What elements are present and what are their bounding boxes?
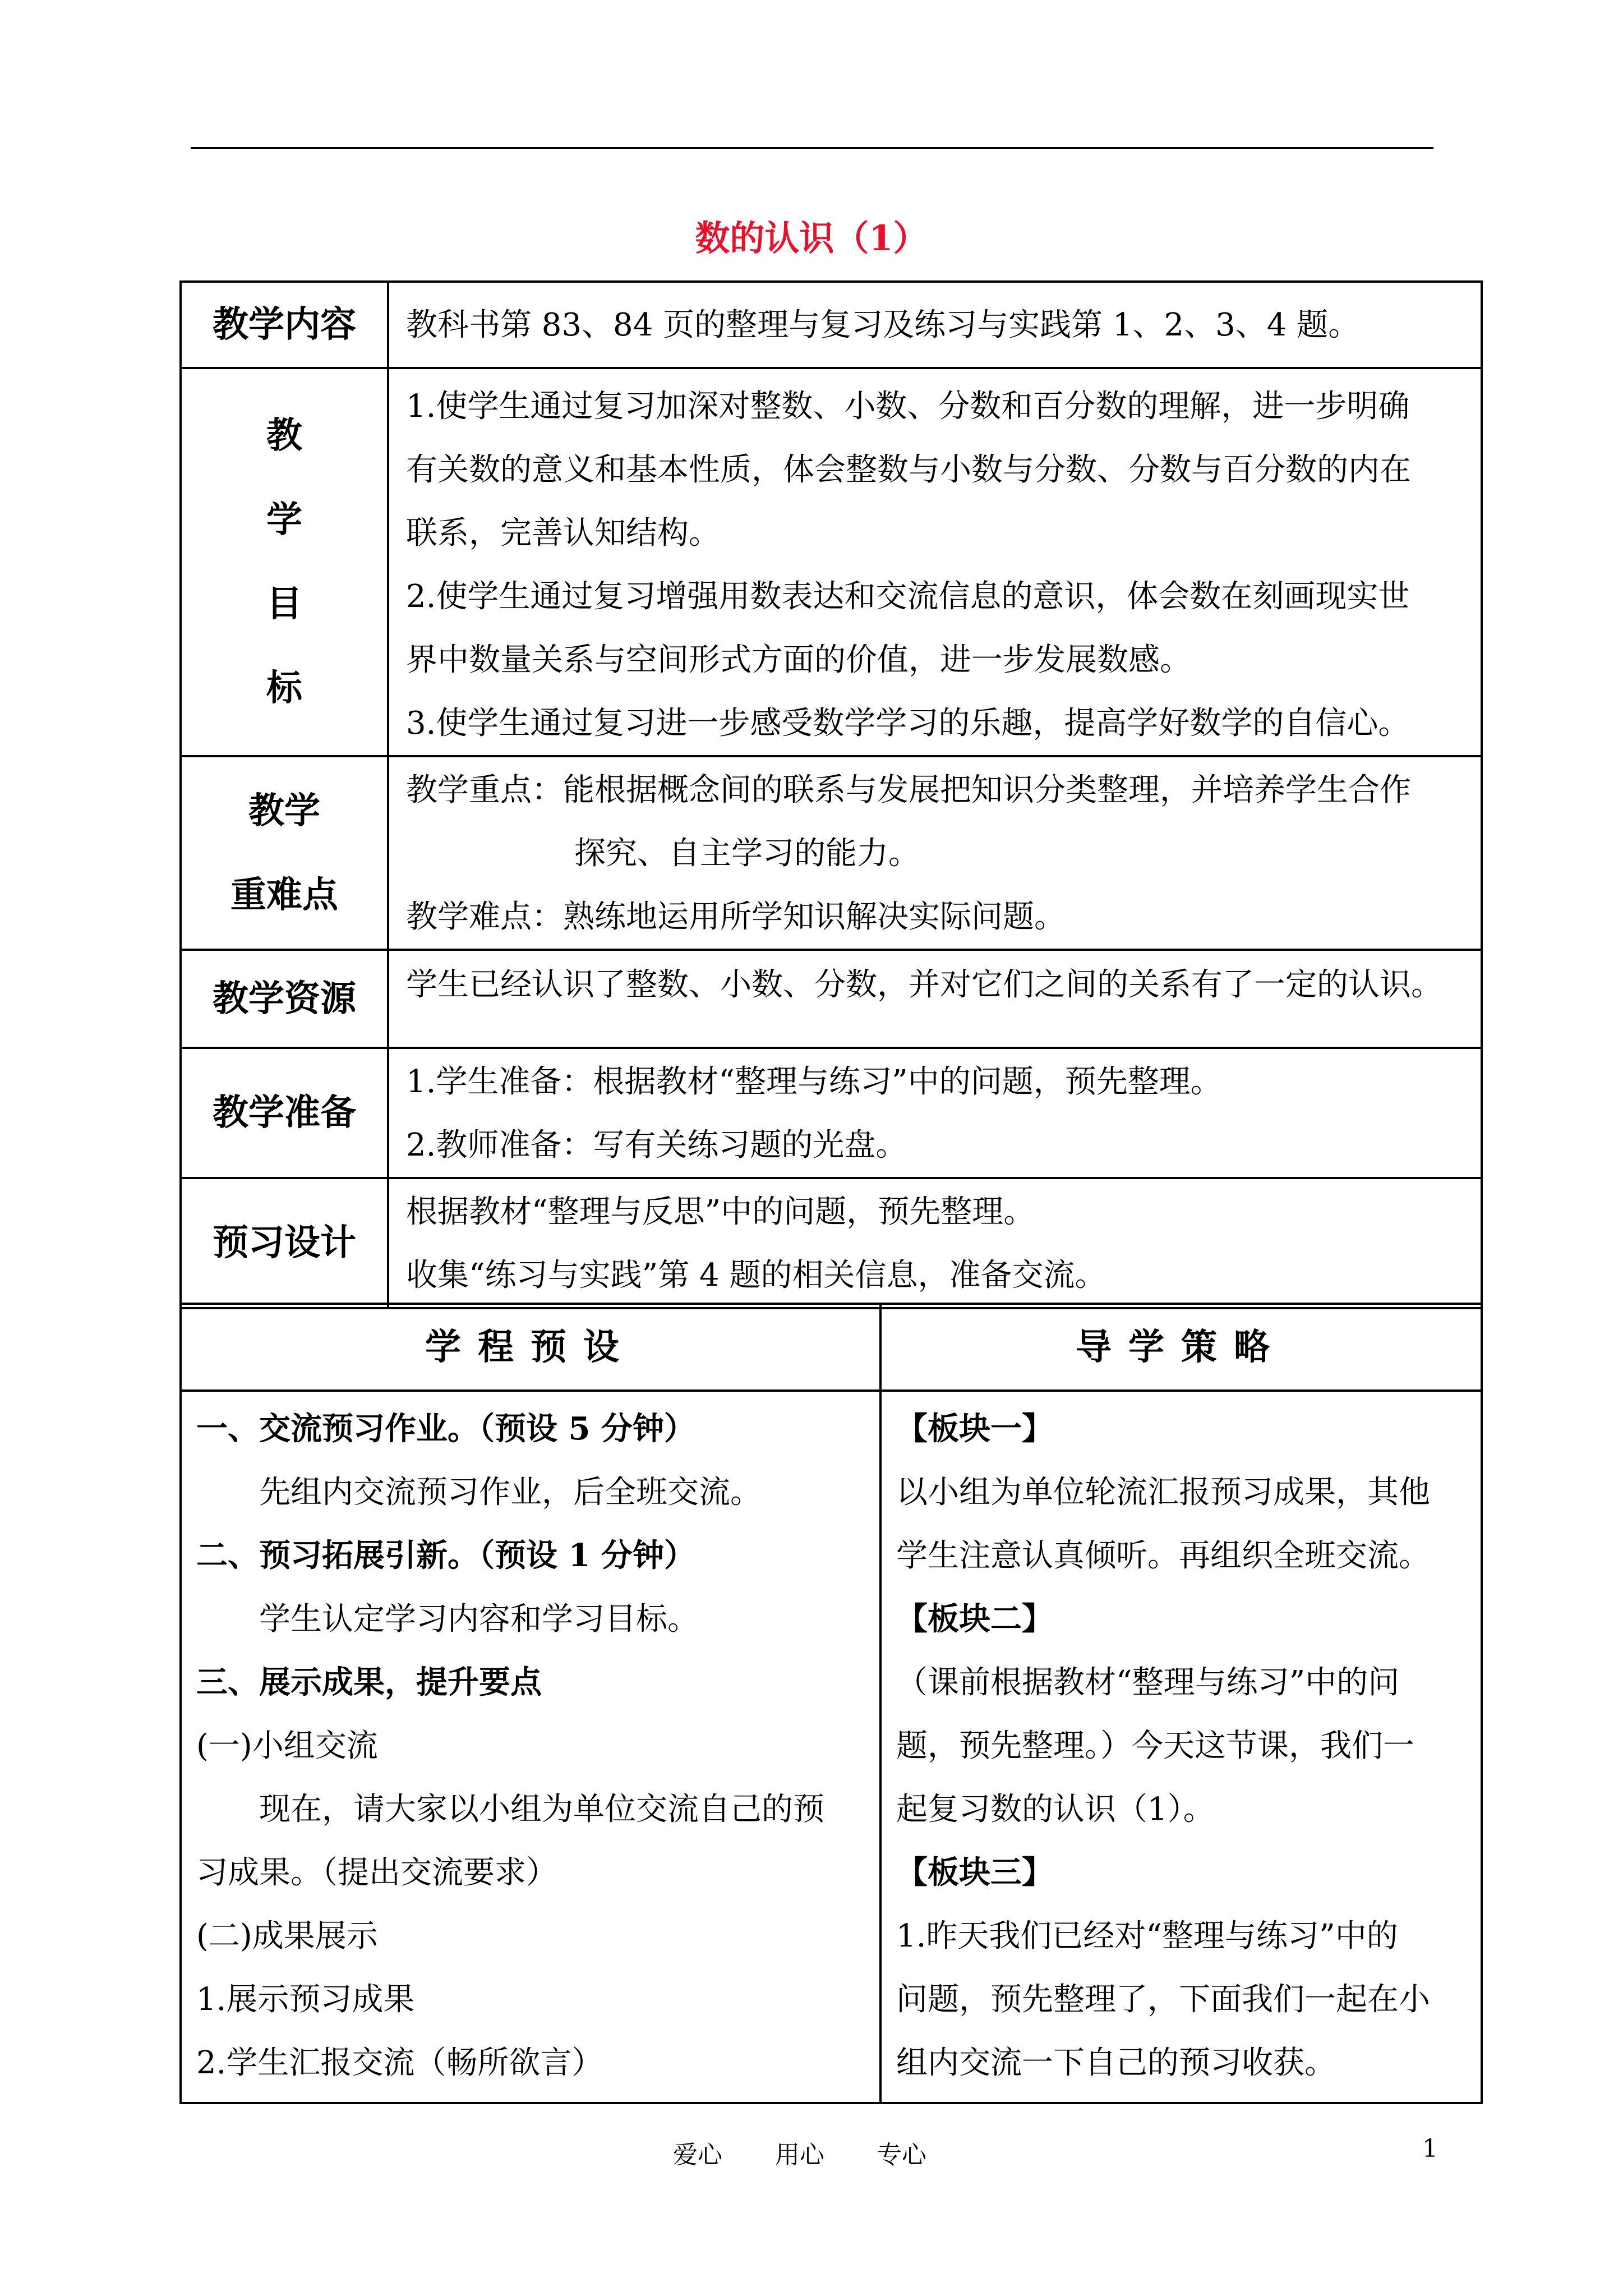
label-resources: 教学资源 (181, 950, 388, 1048)
strategy-line: 组内交流一下自己的预习收获。 (896, 2045, 1336, 2081)
process-line: 2.学生汇报交流（畅所欲言） (196, 2045, 603, 2081)
page-number: 1 (1422, 2134, 1438, 2163)
goal-label-char: 标 (266, 667, 302, 709)
preview-text (388, 1178, 1482, 1308)
keypoint-line: 教学难点：熟练地运用所学知识解决实际问题。 (406, 899, 1066, 935)
process-line: 现在，请大家以小组为单位交流自己的预 (259, 1791, 824, 1828)
strategy-line: 1.昨天我们已经对“整理与练习”中的 (896, 1918, 1398, 1954)
goals-text (388, 368, 1482, 756)
block-heading: 【板块二】 (896, 1600, 1053, 1637)
section-heading: 三、展示成果，提升要点 (196, 1664, 542, 1701)
strategy-line: 以小组为单位轮流汇报预习成果，其他 (896, 1474, 1430, 1511)
process-line: 先组内交流预习作业，后全班交流。 (259, 1474, 762, 1511)
goal-label-char: 目 (266, 583, 302, 625)
footer-item: 用心 (775, 2141, 824, 2169)
goal-label-char: 学 (266, 499, 302, 541)
row-prep (181, 1048, 1482, 1178)
goal-label-char: 教 (266, 415, 302, 457)
row-resources (181, 950, 1482, 1048)
process-line: 习成果。（提出交流要求） (196, 1855, 557, 1891)
label-keypoints (181, 756, 388, 950)
preview-line: 收集“练习与实践”第 4 题的相关信息，准备交流。 (406, 1257, 1106, 1294)
resources-text: 学生已经认识了整数、小数、分数，并对它们之间的关系有了一定的认识。 (388, 950, 1482, 1048)
label-prep: 教学准备 (181, 1048, 388, 1178)
keypoints-text (388, 756, 1482, 950)
goal-line: 有关数的意义和基本性质，体会整数与小数与分数、分数与百分数的内在 (406, 452, 1411, 488)
preview-line: 根据教材“整理与反思”中的问题，预先整理。 (406, 1194, 1035, 1230)
label-content: 教学内容 (181, 282, 388, 368)
info-table (179, 280, 1483, 1309)
process-line: 学生认定学习内容和学习目标。 (259, 1601, 699, 1637)
page-title: 数的认识（1） (695, 218, 928, 259)
prep-line: 2.教师准备：写有关练习题的光盘。 (406, 1127, 907, 1163)
goal-line: 联系，完善认知结构。 (406, 515, 720, 551)
footer-item: 爱心 (673, 2141, 722, 2169)
section-heading: 二、预习拓展引新。（预设 1 分钟） (196, 1537, 695, 1574)
goal-line: 界中数量关系与空间形式方面的价值，进一步发展数感。 (406, 642, 1191, 678)
keypoint-line: 教学重点：能根据概念间的联系与发展把知识分类整理，并培养学生合作 (406, 772, 1411, 808)
strategy-line: 起复习数的认识（1）。 (896, 1791, 1215, 1828)
right-column (880, 1391, 1482, 2103)
strategy-line: 题，预先整理。）今天这节课，我们一 (896, 1728, 1414, 1764)
goal-line: 2.使学生通过复习增强用数表达和交流信息的意识，体会数在刻画现实世 (406, 578, 1410, 615)
keypoints-label-line: 教学 (248, 789, 320, 832)
footer-motto (673, 2134, 971, 2170)
header-rule (191, 147, 1433, 149)
section-heading: 一、交流预习作业。（预设 5 分钟） (196, 1410, 695, 1447)
left-column (181, 1391, 880, 2103)
left-header: 学程预设 (181, 1304, 880, 1391)
process-line: 1.展示预习成果 (196, 1981, 415, 2018)
footer-item: 专心 (877, 2141, 926, 2169)
prep-text (388, 1048, 1482, 1178)
strategy-line: （课前根据教材“整理与练习”中的问 (896, 1664, 1400, 1701)
process-header-row (181, 1304, 1482, 1391)
row-keypoints (181, 756, 1482, 950)
content-text: 教科书第 83、84 页的整理与复习及练习与实践第 1、2、3、4 题。 (388, 282, 1482, 368)
process-table (179, 1303, 1483, 2104)
strategy-line: 问题，预先整理了，下面我们一起在小 (896, 1981, 1430, 2018)
keypoint-line: 探究、自主学习的能力。 (574, 835, 920, 872)
block-heading: 【板块三】 (896, 1854, 1053, 1891)
process-body-row (181, 1391, 1482, 2103)
block-heading: 【板块一】 (896, 1410, 1053, 1447)
goal-line: 1.使学生通过复习加深对整数、小数、分数和百分数的理解，进一步明确 (406, 388, 1410, 425)
prep-line: 1.学生准备：根据教材“整理与练习”中的问题，预先整理。 (406, 1064, 1222, 1100)
label-preview: 预习设计 (181, 1178, 388, 1308)
row-preview (181, 1178, 1482, 1308)
right-header: 导学策略 (880, 1304, 1482, 1391)
goal-line: 3.使学生通过复习进一步感受数学学习的乐趣，提高学好数学的自信心。 (406, 705, 1410, 742)
label-goals (181, 368, 388, 756)
process-line: (一)小组交流 (196, 1728, 378, 1764)
strategy-line: 学生注意认真倾听。再组织全班交流。 (896, 1538, 1430, 1574)
row-goals (181, 368, 1482, 756)
row-content (181, 282, 1482, 368)
process-line: (二)成果展示 (196, 1918, 378, 1954)
keypoints-label-line: 重难点 (230, 873, 338, 916)
